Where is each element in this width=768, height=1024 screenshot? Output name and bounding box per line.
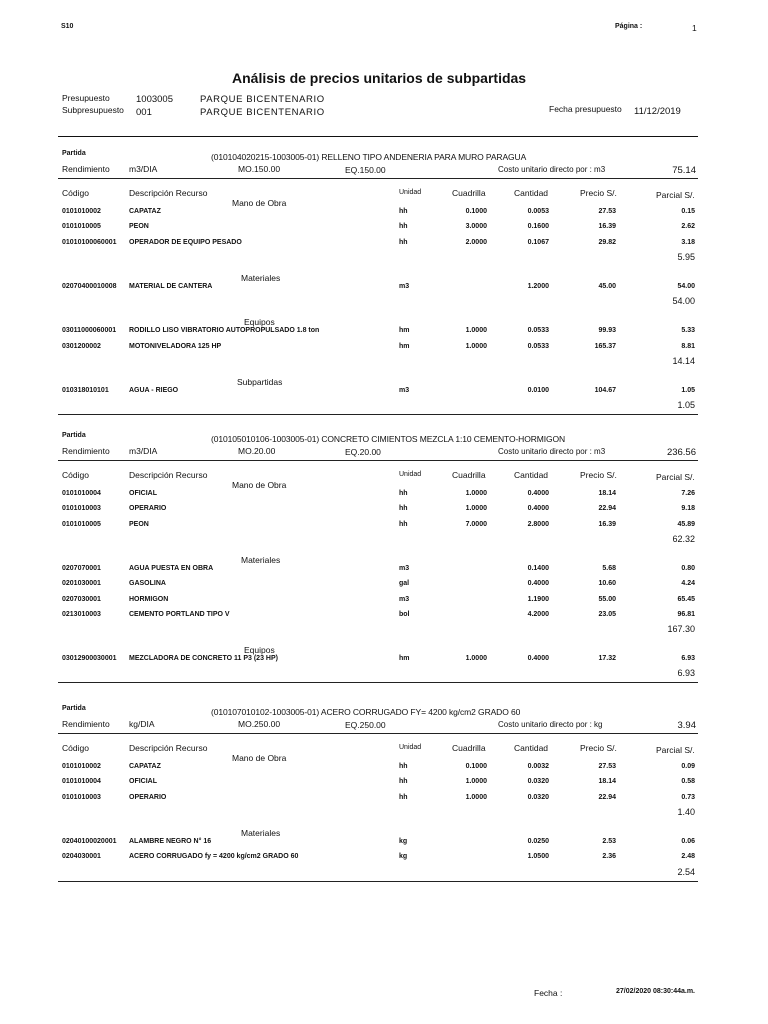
row-precio: 45.00 xyxy=(598,282,616,290)
table-row xyxy=(0,611,768,623)
row-code: 02070400010008 xyxy=(62,282,117,290)
partida-description: (010107010102-1003005-01) ACERO CORRUGADO FY= 4200 kg/cm2 GRADO 60 xyxy=(211,707,521,717)
group-title: Equipos xyxy=(244,317,275,328)
row-precio: 16.39 xyxy=(598,520,616,528)
table-row xyxy=(0,521,768,533)
rendimiento-value: m3/DIA xyxy=(129,164,158,174)
row-unit: hh xyxy=(399,505,408,513)
row-parcial: 9.18 xyxy=(681,505,695,513)
row-cuadrilla: 1.0000 xyxy=(465,327,487,335)
row-parcial: 2.62 xyxy=(681,223,695,231)
rendimiento-value: m3/DIA xyxy=(129,446,158,456)
row-code: 0213010003 xyxy=(62,610,101,618)
row-cantidad: 0.0320 xyxy=(527,793,549,801)
row-cantidad: 4.2000 xyxy=(527,610,549,618)
row-precio: 10.60 xyxy=(598,580,616,588)
partida-label: Partida xyxy=(62,432,86,439)
row-unit: bol xyxy=(399,610,410,618)
row-cantidad: 0.0053 xyxy=(527,208,549,215)
eq-value: EQ.20.00 xyxy=(345,447,381,457)
row-parcial: 6.93 xyxy=(681,655,695,663)
costo-value: 236.56 xyxy=(666,447,696,458)
row-code: 0204030001 xyxy=(62,853,101,861)
col-precio: Precio S/. xyxy=(580,188,617,198)
costo-label: Costo unitario directo por : m3 xyxy=(498,447,606,456)
table-row xyxy=(0,239,768,251)
row-code: 0201030001 xyxy=(62,580,101,588)
partida-bottom-line xyxy=(58,414,698,415)
row-cantidad: 0.0533 xyxy=(527,342,549,350)
table-row xyxy=(0,223,768,235)
row-unit: hm xyxy=(399,655,410,663)
row-code: 0101010003 xyxy=(62,793,101,801)
col-unidad: Unidad xyxy=(399,744,422,751)
row-unit: kg xyxy=(399,853,408,861)
row-description: PEON xyxy=(129,520,149,528)
group-title: Subpartidas xyxy=(237,376,283,387)
row-unit: hm xyxy=(399,342,410,350)
table-row xyxy=(0,763,768,775)
row-description: AGUA - RIEGO xyxy=(129,386,179,394)
row-precio: 17.32 xyxy=(598,655,616,663)
table-row xyxy=(0,794,768,806)
col-descripcion: Descripción Recurso xyxy=(129,470,208,480)
row-unit: hh xyxy=(399,763,408,770)
group-title: Materiales xyxy=(241,554,281,565)
row-description: MATERIAL DE CANTERA xyxy=(129,282,213,290)
mo-value: MO.20.00 xyxy=(238,446,276,456)
group-title: Materiales xyxy=(241,827,281,838)
row-precio: 2.53 xyxy=(602,837,616,845)
subpresupuesto-name: PARQUE BICENTENARIO xyxy=(200,107,325,118)
row-cantidad: 1.0500 xyxy=(527,853,549,861)
row-code: 0101010002 xyxy=(62,763,101,770)
row-cantidad: 1.2000 xyxy=(527,282,549,290)
row-precio: 55.00 xyxy=(598,595,616,603)
footer-fecha-label: Fecha : xyxy=(534,988,563,998)
col-codigo: Código xyxy=(62,188,89,198)
row-precio: 165.37 xyxy=(594,342,616,350)
row-unit: gal xyxy=(399,580,410,588)
col-cuadrilla: Cuadrilla xyxy=(452,470,486,480)
subpresupuesto-code: 001 xyxy=(136,107,152,118)
row-cantidad: 2.8000 xyxy=(527,520,549,528)
row-unit: m3 xyxy=(399,386,410,394)
col-precio: Precio S/. xyxy=(580,743,617,753)
row-unit: hh xyxy=(399,238,408,246)
costo-label: Costo unitario directo por : kg xyxy=(498,720,603,729)
subpresupuesto-label: Subpresupuesto xyxy=(62,105,124,115)
page-number: 1 xyxy=(692,23,697,33)
row-cantidad: 0.1067 xyxy=(527,238,549,246)
col-cuadrilla: Cuadrilla xyxy=(452,188,486,198)
group-subtotal: 2.54 xyxy=(677,866,695,877)
presupuesto-code: 1003005 xyxy=(136,94,173,105)
table-row xyxy=(0,208,768,220)
row-description: OPERADOR DE EQUIPO PESADO xyxy=(129,238,242,246)
table-row xyxy=(0,596,768,608)
group-title: Materiales xyxy=(241,272,281,283)
row-parcial: 54.00 xyxy=(677,282,695,290)
row-parcial: 0.15 xyxy=(681,208,695,215)
row-cuadrilla: 1.0000 xyxy=(465,655,487,663)
group-subtotal: 6.93 xyxy=(677,668,695,679)
row-unit: m3 xyxy=(399,595,410,603)
table-row xyxy=(0,778,768,790)
row-description: CAPATAZ xyxy=(129,208,161,215)
partida-label: Partida xyxy=(62,150,86,157)
group-title: Mano de Obra xyxy=(232,198,287,208)
page-title: Análisis de precios unitarios de subpartidas xyxy=(232,70,527,86)
row-precio: 27.53 xyxy=(598,763,616,770)
row-precio: 22.94 xyxy=(598,793,616,801)
row-precio: 104.67 xyxy=(594,386,616,394)
row-description: ACERO CORRUGADO fy = 4200 kg/cm2 GRADO 60 xyxy=(129,853,299,861)
group-title: Mano de Obra xyxy=(232,480,287,490)
row-parcial: 0.09 xyxy=(681,763,695,770)
costo-value: 3.94 xyxy=(677,720,696,731)
row-precio: 99.93 xyxy=(598,327,616,335)
row-precio: 23.05 xyxy=(598,610,616,618)
table-row xyxy=(0,387,768,399)
col-parcial: Parcial S/. xyxy=(656,745,695,755)
row-parcial: 65.45 xyxy=(677,595,695,603)
row-cuadrilla: 2.0000 xyxy=(465,238,487,246)
partida-bottom-line xyxy=(58,881,698,882)
row-code: 01010100060001 xyxy=(62,238,117,246)
row-precio: 5.68 xyxy=(602,564,616,572)
col-cantidad: Cantidad xyxy=(514,188,549,198)
report-code: S10 xyxy=(61,23,74,30)
row-cantidad: 1.1900 xyxy=(527,595,549,603)
row-parcial: 0.73 xyxy=(681,793,695,801)
group-subtotal: 54.00 xyxy=(672,296,695,307)
row-unit: hh xyxy=(399,490,408,497)
row-unit: m3 xyxy=(399,564,410,572)
col-codigo: Código xyxy=(62,743,89,753)
row-cuadrilla: 1.0000 xyxy=(465,778,487,786)
group-subtotal: 5.95 xyxy=(677,251,695,262)
row-cuadrilla: 1.0000 xyxy=(465,793,487,801)
row-parcial: 4.24 xyxy=(681,580,695,588)
row-cuadrilla: 1.0000 xyxy=(465,490,487,497)
row-cantidad: 0.0250 xyxy=(527,837,549,845)
fecha-presupuesto-label: Fecha presupuesto xyxy=(549,104,622,114)
group-subtotal: 1.05 xyxy=(677,400,695,411)
partida-label: Partida xyxy=(62,705,86,712)
row-description: CAPATAZ xyxy=(129,763,161,770)
row-description: RODILLO LISO VIBRATORIO AUTOPROPULSADO 1.8 ton xyxy=(129,327,320,335)
row-cantidad: 0.0032 xyxy=(527,763,549,770)
row-cantidad: 0.0320 xyxy=(527,778,549,786)
row-precio: 27.53 xyxy=(598,208,616,215)
row-description: MEZCLADORA DE CONCRETO 11 P3 (23 HP) xyxy=(129,655,278,663)
row-unit: hh xyxy=(399,520,408,528)
row-parcial: 7.26 xyxy=(681,490,695,497)
row-description: CEMENTO PORTLAND TIPO V xyxy=(129,610,230,618)
row-unit: hh xyxy=(399,223,408,231)
row-parcial: 0.80 xyxy=(681,564,695,572)
group-subtotal: 167.30 xyxy=(667,624,695,635)
row-code: 0101010003 xyxy=(62,505,101,513)
row-cuadrilla: 1.0000 xyxy=(465,342,487,350)
row-cuadrilla: 7.0000 xyxy=(465,520,487,528)
mo-value: MO.250.00 xyxy=(238,719,281,729)
fecha-presupuesto-value: 11/12/2019 xyxy=(634,106,681,117)
table-row xyxy=(0,327,768,339)
row-precio: 29.82 xyxy=(598,238,616,246)
row-description: OPERARIO xyxy=(129,505,167,513)
row-cantidad: 0.4000 xyxy=(527,580,549,588)
table-row xyxy=(0,565,768,577)
row-description: OFICIAL xyxy=(129,778,157,786)
table-row xyxy=(0,655,768,667)
row-code: 0101010005 xyxy=(62,223,101,231)
row-code: 0101010002 xyxy=(62,208,101,215)
row-cantidad: 0.0100 xyxy=(527,386,549,394)
row-cantidad: 0.4000 xyxy=(527,655,549,663)
row-code: 0101010004 xyxy=(62,490,101,497)
col-cuadrilla: Cuadrilla xyxy=(452,743,486,753)
row-cantidad: 0.1400 xyxy=(527,564,549,572)
rendimiento-label: Rendimiento xyxy=(62,164,110,174)
header-divider xyxy=(58,136,698,137)
row-code: 03011000060001 xyxy=(62,327,117,335)
row-description: ALAMBRE NEGRO N° 16 xyxy=(129,837,212,845)
row-parcial: 5.33 xyxy=(681,327,695,335)
row-parcial: 1.05 xyxy=(681,386,695,394)
eq-value: EQ.150.00 xyxy=(345,165,386,175)
col-parcial: Parcial S/. xyxy=(656,190,695,200)
row-precio: 18.14 xyxy=(598,490,616,497)
row-cantidad: 0.1600 xyxy=(527,223,549,231)
row-code: 02040100020001 xyxy=(62,837,117,845)
col-cantidad: Cantidad xyxy=(514,470,549,480)
col-descripcion: Descripción Recurso xyxy=(129,188,208,198)
group-subtotal: 1.40 xyxy=(677,806,695,817)
footer-fecha-value: 27/02/2020 08:30:44a.m. xyxy=(616,988,696,995)
group-title: Mano de Obra xyxy=(232,753,287,763)
page-label: Página : xyxy=(615,23,643,30)
row-description: OPERARIO xyxy=(129,793,167,801)
row-unit: kg xyxy=(399,837,408,845)
partida-bottom-line xyxy=(58,682,698,683)
row-parcial: 2.48 xyxy=(681,853,695,861)
partida-divider xyxy=(58,178,698,179)
row-cuadrilla: 0.1000 xyxy=(465,763,487,770)
row-cantidad: 0.0533 xyxy=(527,327,549,335)
row-parcial: 8.81 xyxy=(681,342,695,350)
row-code: 03012900030001 xyxy=(62,655,117,663)
row-cuadrilla: 0.1000 xyxy=(465,208,487,215)
row-cantidad: 0.4000 xyxy=(527,505,549,513)
row-cuadrilla: 1.0000 xyxy=(465,505,487,513)
row-code: 0101010004 xyxy=(62,778,101,786)
row-code: 0207030001 xyxy=(62,595,101,603)
partida-divider xyxy=(58,733,698,734)
row-description: MOTONIVELADORA 125 HP xyxy=(129,342,222,350)
row-precio: 16.39 xyxy=(598,223,616,231)
row-description: HORMIGON xyxy=(129,595,169,603)
col-codigo: Código xyxy=(62,470,89,480)
row-description: OFICIAL xyxy=(129,490,157,497)
col-descripcion: Descripción Recurso xyxy=(129,743,208,753)
costo-value: 75.14 xyxy=(672,165,696,176)
partida-divider xyxy=(58,460,698,461)
col-parcial: Parcial S/. xyxy=(656,472,695,482)
row-unit: hm xyxy=(399,327,410,335)
row-unit: m3 xyxy=(399,282,410,290)
partida-description: (010105010106-1003005-01) CONCRETO CIMIENTOS MEZCLA 1:10 CEMENTO-HORMIGON xyxy=(211,434,566,444)
row-cuadrilla: 3.0000 xyxy=(465,223,487,231)
table-row xyxy=(0,853,768,865)
partida-description: (010104020215-1003005-01) RELLENO TIPO ANDENERIA PARA MURO PARAGUA xyxy=(211,152,527,162)
table-row xyxy=(0,505,768,517)
row-description: GASOLINA xyxy=(129,580,166,588)
col-unidad: Unidad xyxy=(399,471,422,478)
row-precio: 22.94 xyxy=(598,505,616,513)
table-row xyxy=(0,283,768,295)
presupuesto-name: PARQUE BICENTENARIO xyxy=(200,94,325,105)
row-parcial: 96.81 xyxy=(677,610,695,618)
table-row xyxy=(0,838,768,850)
row-precio: 2.36 xyxy=(602,853,616,861)
row-cantidad: 0.4000 xyxy=(527,490,549,497)
rendimiento-value: kg/DIA xyxy=(129,719,155,729)
table-row xyxy=(0,343,768,355)
rendimiento-label: Rendimiento xyxy=(62,719,110,729)
group-subtotal: 14.14 xyxy=(672,355,695,366)
rendimiento-label: Rendimiento xyxy=(62,446,110,456)
eq-value: EQ.250.00 xyxy=(345,720,386,730)
group-subtotal: 62.32 xyxy=(672,533,695,544)
table-row xyxy=(0,490,768,502)
row-code: 0101010005 xyxy=(62,520,101,528)
row-parcial: 45.89 xyxy=(677,520,695,528)
col-unidad: Unidad xyxy=(399,189,422,196)
group-title: Equipos xyxy=(244,645,275,656)
row-code: 010318010101 xyxy=(62,386,109,394)
mo-value: MO.150.00 xyxy=(238,164,281,174)
table-row xyxy=(0,580,768,592)
row-unit: hh xyxy=(399,778,408,786)
row-code: 0301200002 xyxy=(62,342,101,350)
row-precio: 18.14 xyxy=(598,778,616,786)
col-precio: Precio S/. xyxy=(580,470,617,480)
row-code: 0207070001 xyxy=(62,564,101,572)
col-cantidad: Cantidad xyxy=(514,743,549,753)
row-unit: hh xyxy=(399,208,408,215)
row-parcial: 0.58 xyxy=(681,778,695,786)
row-description: AGUA PUESTA EN OBRA xyxy=(129,564,214,572)
presupuesto-label: Presupuesto xyxy=(62,93,110,103)
costo-label: Costo unitario directo por : m3 xyxy=(498,165,606,174)
row-description: PEON xyxy=(129,223,149,231)
row-parcial: 3.18 xyxy=(681,238,695,246)
row-parcial: 0.06 xyxy=(681,837,695,845)
row-unit: hh xyxy=(399,793,408,801)
